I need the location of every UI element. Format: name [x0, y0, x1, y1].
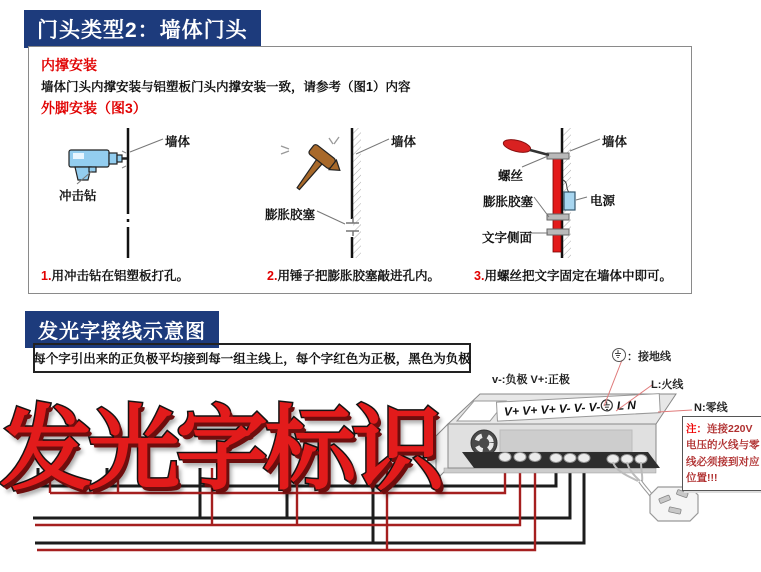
panel3-plug-label: 膨胀胶塞 — [483, 195, 534, 209]
terminal-labels-l-n: L N — [616, 397, 637, 413]
hammer-icon — [287, 143, 344, 201]
warning-text: 连接220V电压的火线与零线必须接到对应位置!!! — [686, 423, 760, 484]
inner-support-desc: 墙体门头内撑安装与铝塑板门头内撑安装一致，请参考（图1）内容 — [41, 80, 411, 94]
polarity-label: v-:负极 V+:正极 — [492, 374, 570, 386]
panel3-power-leader — [576, 197, 587, 200]
panel2-wall-hatch — [353, 128, 361, 258]
install-box — [28, 46, 692, 294]
terminal-labels-vplus-vminus: V+ V+ V+ V- V- V- — [503, 399, 601, 419]
panel3-wall-label: 墙体 — [602, 135, 628, 149]
panel1-wall-leader — [130, 139, 163, 152]
panel3-wall-leader — [570, 139, 600, 151]
inner-support-heading: 内撑安装 — [41, 57, 97, 73]
warning-note — [682, 416, 761, 491]
caption-1: 1.用冲击钻在铝塑板打孔。 — [41, 269, 189, 283]
led-sign-text: 发光字标识 — [0, 399, 441, 501]
panel3-side-label: 文字侧面 — [482, 231, 533, 245]
wiring-rule-text: 每个字引出来的正负极平均接到每一组主线上，每个字红色为正极，黑色为负极 — [33, 352, 471, 366]
panel1-wall-label: 墙体 — [165, 135, 191, 149]
panel1-tool-label: 冲击钻 — [59, 189, 97, 203]
panel3-screw-label: 螺丝 — [498, 169, 524, 183]
panel2-plug-label: 膨胀胶塞 — [265, 208, 316, 222]
section2-title: 发光字接线示意图 — [25, 311, 219, 348]
outer-foot-heading: 外脚安装（图3） — [41, 100, 147, 116]
panel3-plug-leader — [534, 197, 549, 217]
letter-side-bar — [553, 158, 561, 252]
panel3-power-label: 电源 — [590, 194, 616, 208]
ground-label: ：接地线 — [612, 348, 671, 364]
live-wire-label: L:火线 — [651, 379, 684, 391]
ground-icon — [612, 348, 626, 362]
power-supply — [436, 394, 676, 480]
power-box-icon — [564, 192, 575, 210]
caption-3: 3.用螺丝把文字固定在墙体中即可。 — [474, 269, 672, 283]
neutral-wire-label: N:零线 — [694, 402, 728, 414]
panel2-plug-leader — [317, 211, 345, 224]
warning-prefix: 注： — [686, 423, 707, 435]
panel2-wall-label: 墙体 — [391, 135, 417, 149]
section1-title: 门头类型2：墙体门头 — [24, 10, 261, 48]
screwdriver-icon — [502, 137, 549, 155]
panel3-screw-leader — [522, 156, 548, 167]
install-diagrams — [29, 47, 691, 293]
caption-2: 2.用锤子把膨胀胶塞敲进孔内。 — [267, 269, 440, 283]
power-plug-icon — [650, 487, 698, 521]
drill-icon — [69, 150, 127, 180]
